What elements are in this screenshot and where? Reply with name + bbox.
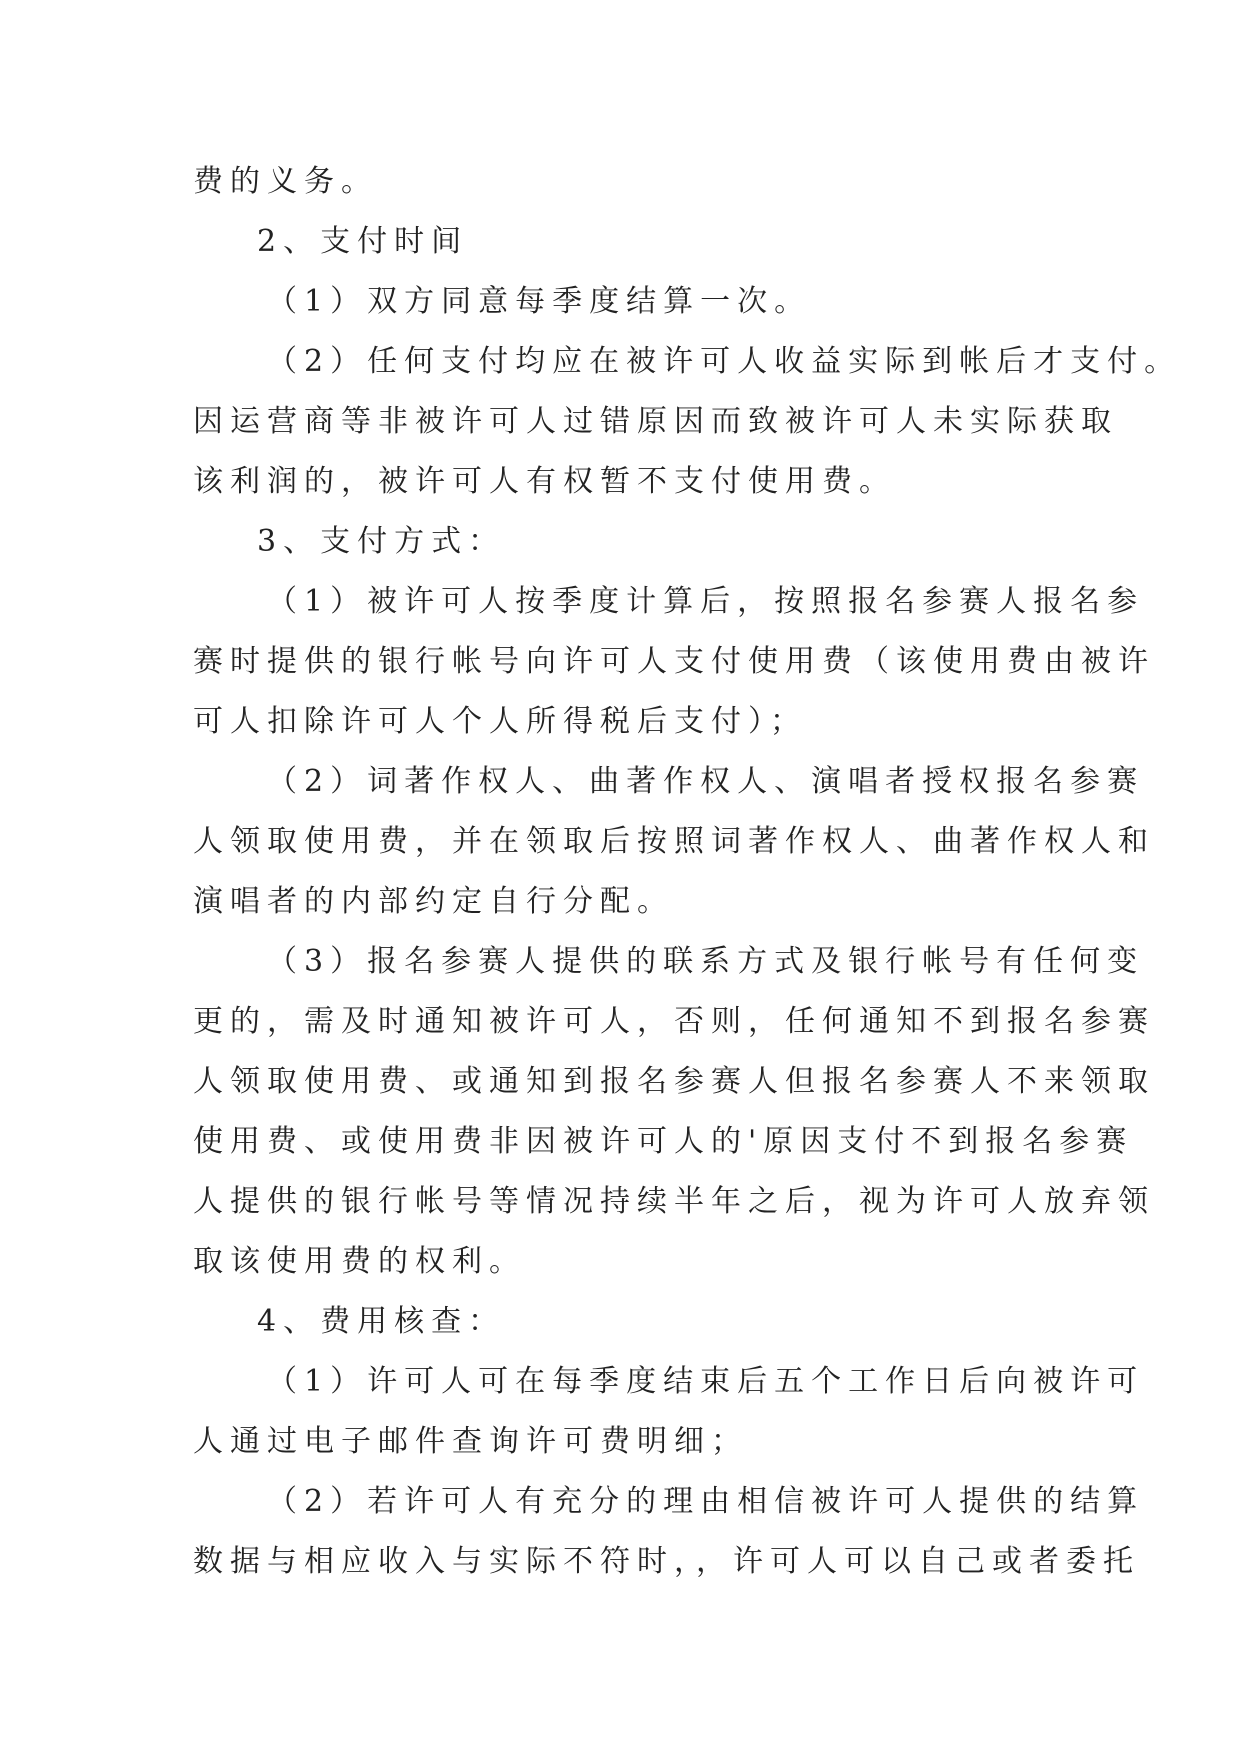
text-line: （2）若许可人有充分的理由相信被许可人提供的结算 (267, 1484, 1145, 1519)
text-line: 演唱者的内部约定自行分配。 (193, 884, 674, 919)
text-line: 使用费、或使用费非因被许可人的'原因支付不到报名参赛 (193, 1124, 1134, 1159)
text-line: 赛时提供的银行帐号向许可人支付使用费（该使用费由被许 (193, 644, 1155, 679)
text-line: （3）报名参赛人提供的联系方式及银行帐号有任何变 (267, 944, 1145, 979)
text-line: 人领取使用费，并在领取后按照词著作权人、曲著作权人和 (193, 824, 1155, 859)
text-line: 费的义务。 (193, 164, 378, 199)
text-line: （1）双方同意每季度结算一次。 (267, 284, 812, 319)
section-heading: 4、费用核查： (257, 1304, 506, 1339)
text-line: 人领取使用费、或通知到报名参赛人但报名参赛人不来领取 (193, 1064, 1155, 1099)
text-line: 数据与相应收入与实际不符时，，许可人可以自己或者委托 (193, 1544, 1140, 1579)
text-line: 因运营商等非被许可人过错原因而致被许可人未实际获取 (193, 404, 1118, 439)
text-line: （2）词著作权人、曲著作权人、演唱者授权报名参赛 (267, 764, 1145, 799)
text-line: 更的，需及时通知被许可人，否则，任何通知不到报名参赛 (193, 1004, 1155, 1039)
text-line: （1）被许可人按季度计算后，按照报名参赛人报名参 (267, 584, 1145, 619)
document-body (193, 152, 1182, 1592)
text-line: 取该使用费的权利。 (193, 1244, 526, 1279)
section-heading: 2、支付时间 (257, 224, 469, 259)
text-line: 人通过电子邮件查询许可费明细； (193, 1424, 748, 1459)
text-line: 可人扣除许可人个人所得税后支付）； (193, 704, 807, 739)
text-line: （1）许可人可在每季度结束后五个工作日后向被许可 (267, 1364, 1145, 1399)
section-heading: 3、支付方式： (257, 524, 506, 559)
text-line: 人提供的银行帐号等情况持续半年之后，视为许可人放弃领 (193, 1184, 1155, 1219)
text-line: 该利润的，被许可人有权暂不支付使用费。 (193, 464, 896, 499)
text-line: （2）任何支付均应在被许可人收益实际到帐后才支付。 (267, 344, 1182, 379)
